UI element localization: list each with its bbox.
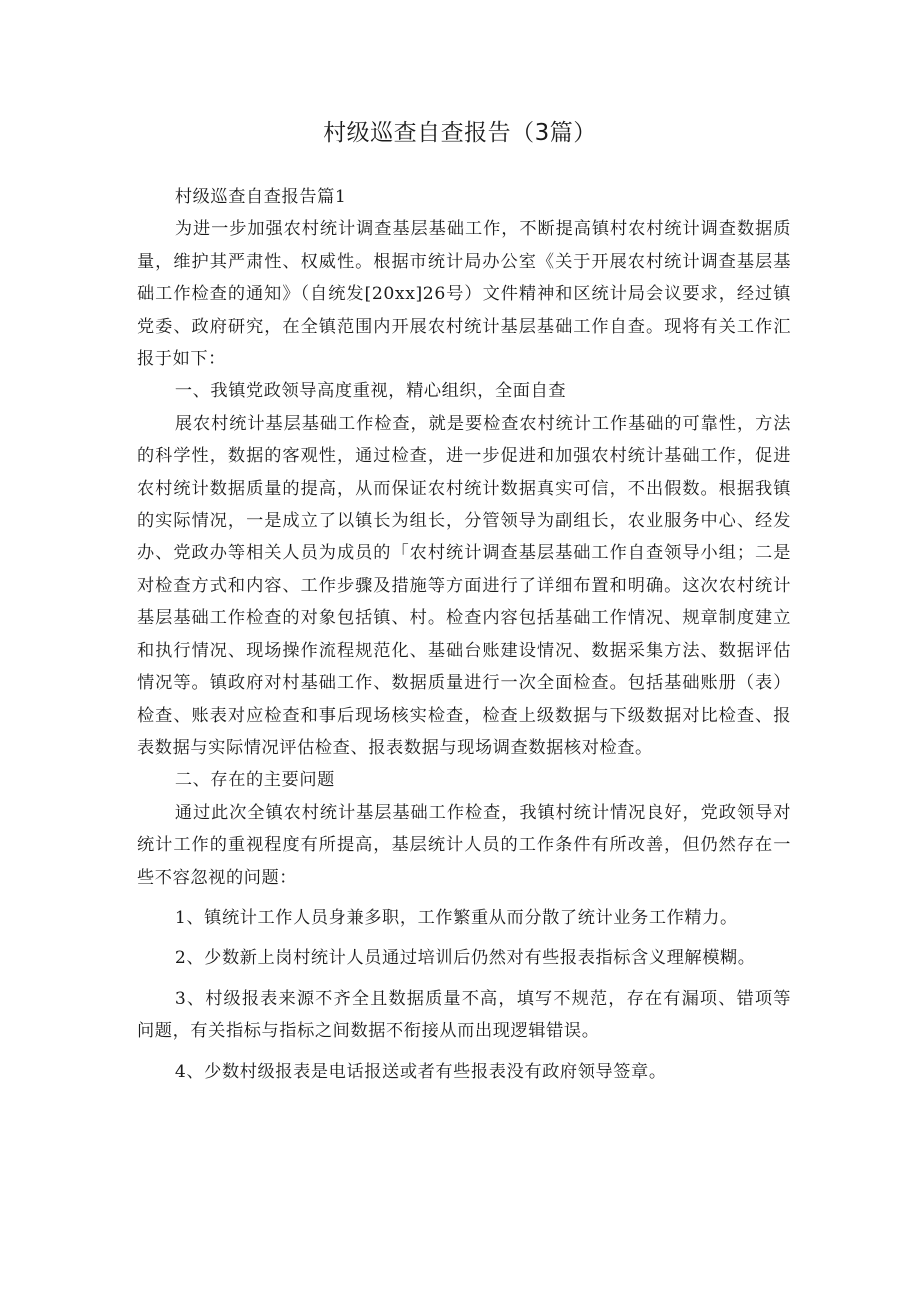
- body-paragraph: 为进一步加强农村统计调查基层基础工作，不断提高镇村农村统计调查数据质量，维护其严肃性、权威性。根据市统计局办公室《关于开展农村统计调查基层基础工作检查的通知》（自统发[20xx]26号）文件精神和区统计局会议要求，经过镇党委、政府研究，在全镇范围内开展农村统计基层基础工作自查。现将有关工作汇报于如下：: [137, 219, 791, 370]
- document-body: [137, 181, 791, 1088]
- list-item: 2、少数新上岗村统计人员通过培训后仍然对有些报表指标含义理解模糊。: [174, 948, 756, 969]
- list-item: 3、村级报表来源不齐全且数据质量不高，填写不规范，存在有漏项、错项等问题，有关指标与指标之间数据不衔接从而出现逻辑错误。: [137, 988, 791, 1042]
- list-item: 1、镇统计工作人员身兼多职，工作繁重从而分散了统计业务工作精力。: [174, 907, 738, 928]
- list-item: 4、少数村级报表是电话报送或者有些报表没有政府领导签章。: [174, 1061, 667, 1082]
- body-paragraph: 展农村统计基层基础工作检查，就是要检查农村统计工作基础的可靠性，方法的科学性，数据的客观性，通过检查，进一步促进和加强农村统计基础工作，促进农村统计数据质量的提高，从而保证农村统计数据真实可信，不出假数。根据我镇的实际情况，一是成立了以镇长为组长，分管领导为副组长，农业服务中心、经发办、党政办等相关人员为成员的「农村统计调查基层基础工作自查领导小组；二是对检查方式和内容、工作步骤及措施等方面进行了详细布置和明确。这次农村统计基层基础工作检查的对象包括镇、村。检查内容包括基础工作情况、规章制度建立和执行情况、现场操作流程规范化、基础台账建设情况、数据采集方法、数据评估情况等。镇政府对村基础工作、数据质量进行一次全面检查。包括基础账册（表）检查、账表对应检查和事后现场核实检查，检查上级数据与下级数据对比检查、报表数据与实际情况评估检查、报表数据与现场调查数据核对检查。: [137, 413, 791, 758]
- section-heading: 一、我镇党政领导高度重视，精心组织，全面自查: [174, 381, 567, 402]
- document-title: 村级巡查自查报告（3篇）: [323, 120, 597, 146]
- body-paragraph: 通过此次全镇农村统计基层基础工作检查，我镇村统计情况良好，党政领导对统计工作的重视程度有所提高，基层统计人员的工作条件有所改善，但仍然存在一些不容忽视的问题：: [137, 802, 791, 888]
- section-heading: 二、存在的主要问题: [174, 770, 335, 791]
- section-heading: 村级巡查自查报告篇1: [174, 187, 347, 207]
